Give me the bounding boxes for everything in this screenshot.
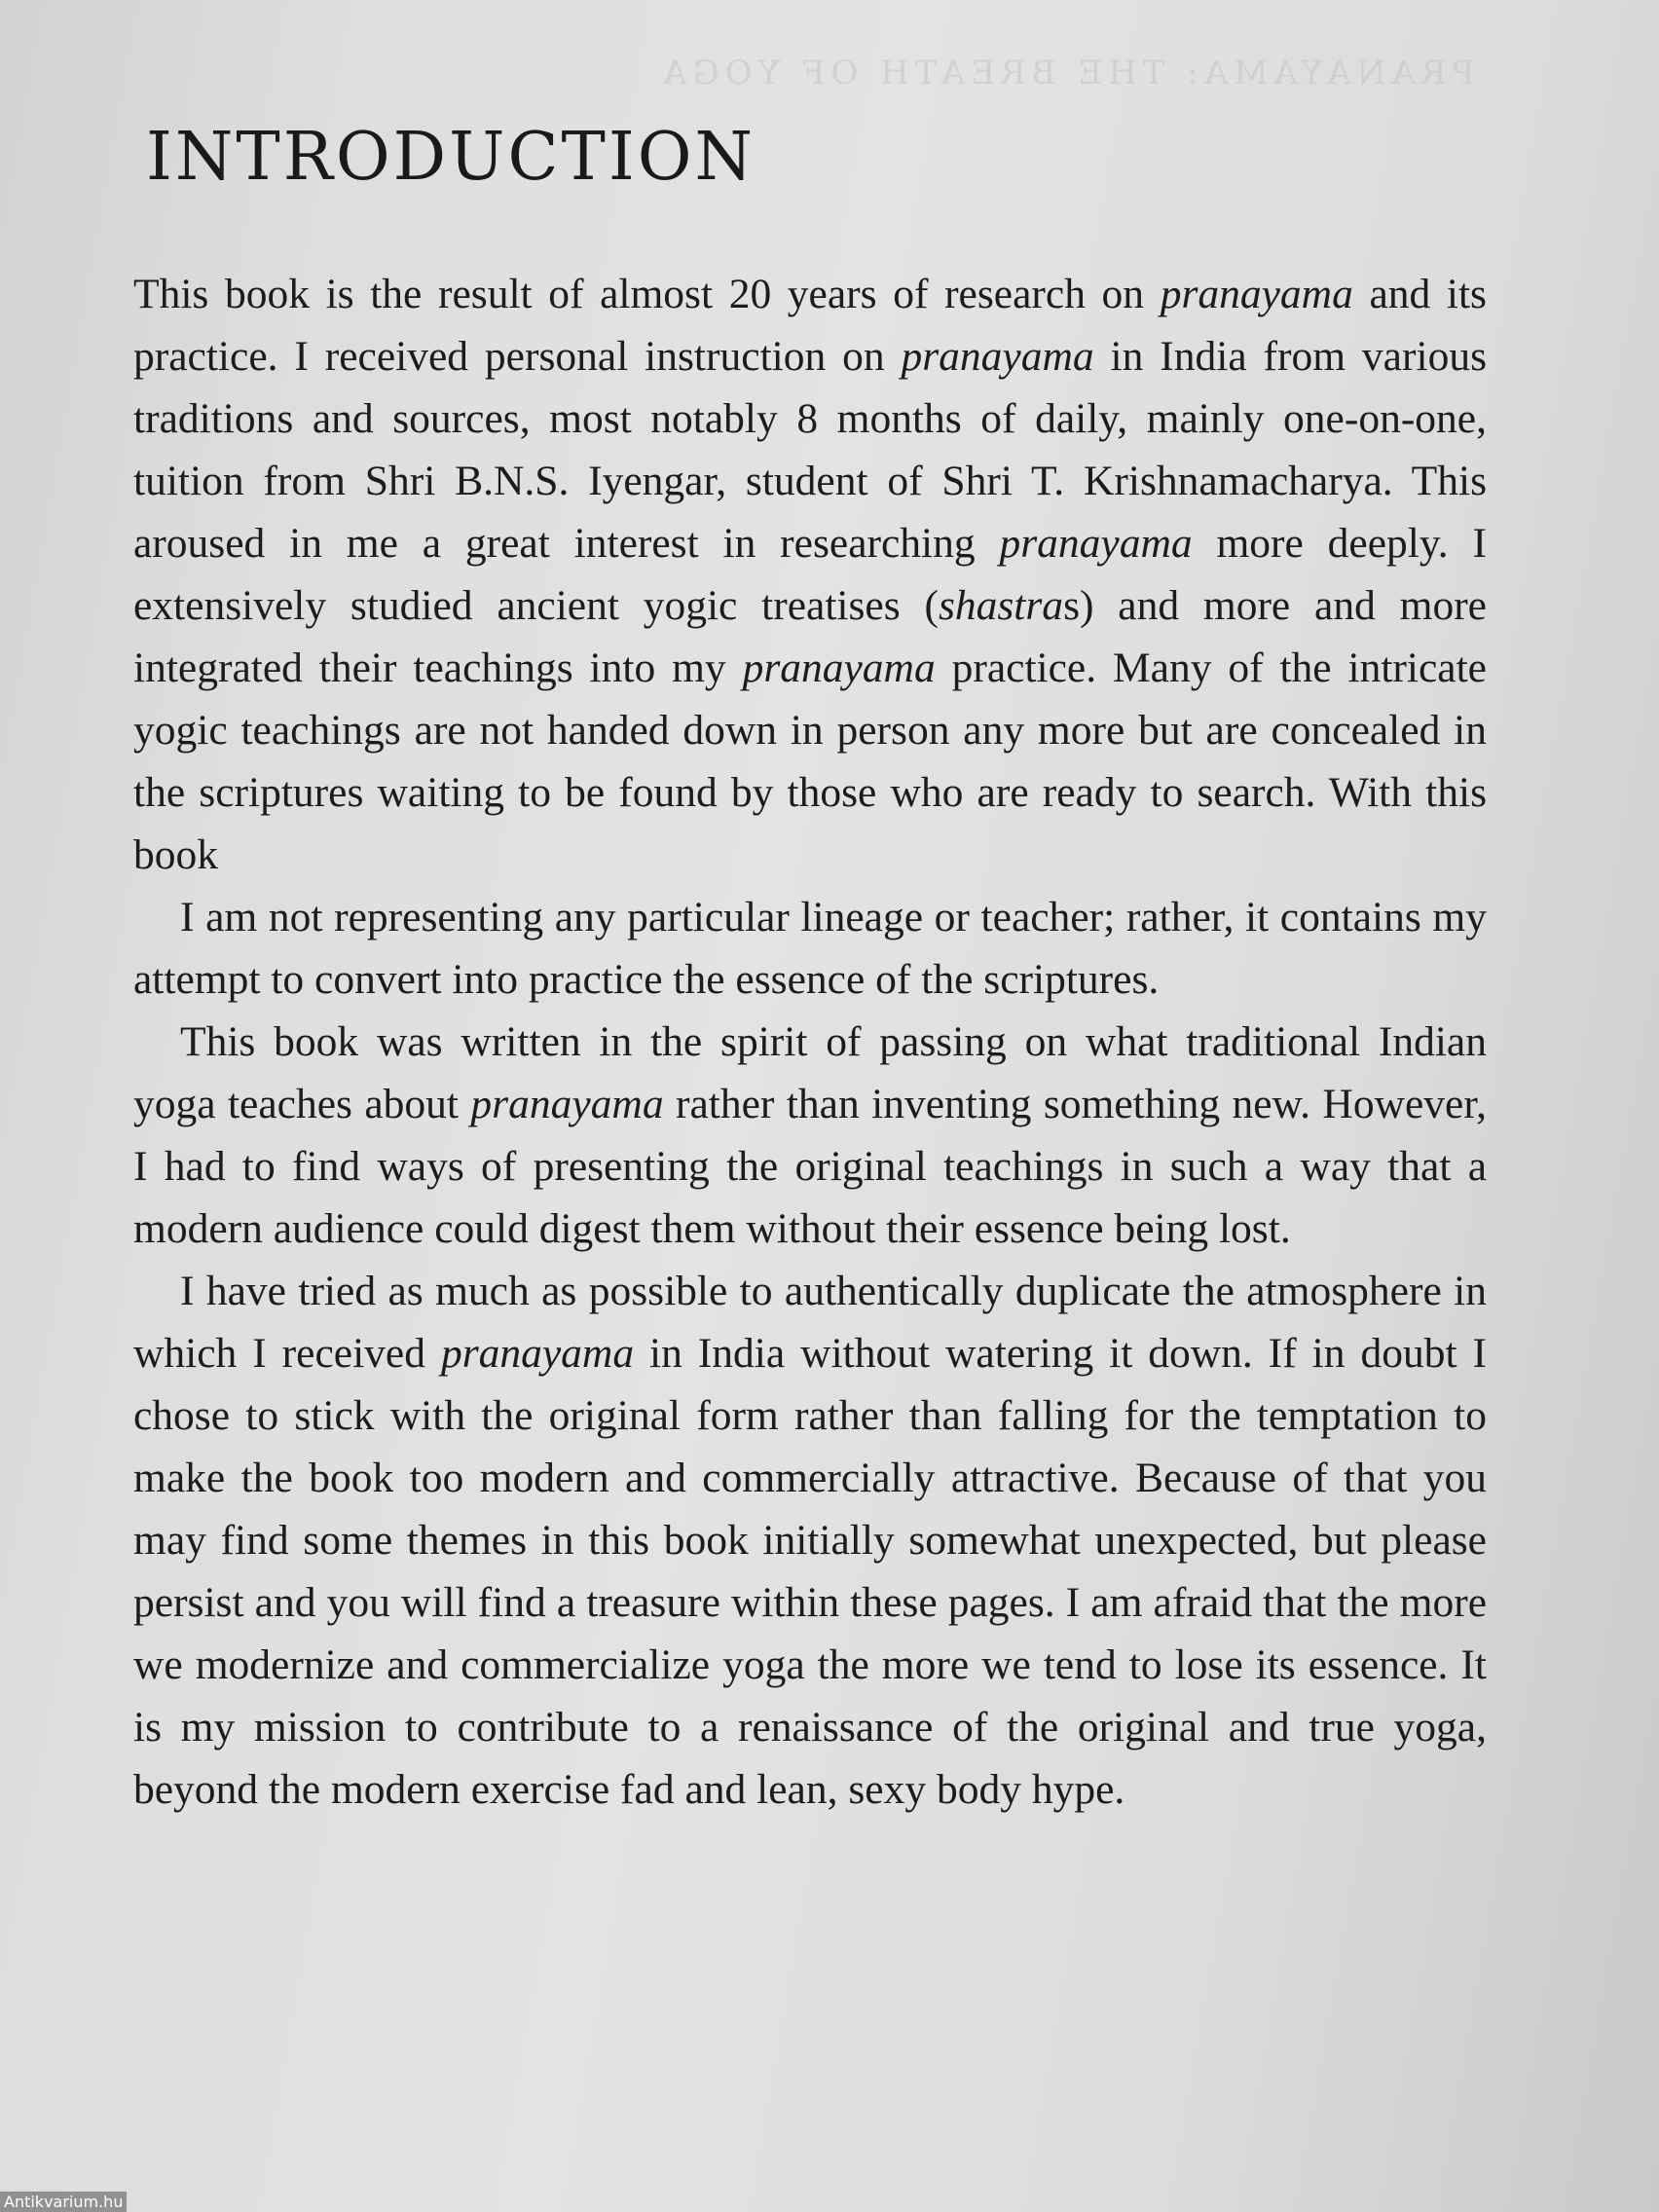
text-run: s) and more and more integrated their teachings into my [133, 582, 1487, 691]
italic-term: pranayama [742, 645, 936, 691]
paragraph-2 [133, 886, 1487, 1011]
text-run: This book was written in the spirit of passing on what traditional Indian yoga teaches about [133, 1018, 1487, 1127]
paragraph-4 [133, 1260, 1487, 1821]
text-run: in India without watering it down. If in doubt I chose to stick with the original form rather than falling for the temptation to make the book too modern and commercially attractive. Because of that you may find some themes in this book initially somewhat unexpected, but please persist and you will find a treasure within these pages. I am afraid that the more we modernize and commercialize yoga the more we tend to lose its essence. It is my mission to contribute to a renaissance of the original and true yoga, beyond the modern exercise fad and lean, sexy body hype. [133, 1330, 1487, 1813]
text-run: more deeply. I extensively studied ancient yogic treatises ( [133, 520, 1487, 629]
italic-term: pranayama [999, 520, 1193, 567]
text-run: practice. Many of the intricate yogic teachings are not handed down in person any more but are concealed in the scriptures waiting to be found by those who are ready to search. With this book [133, 645, 1487, 878]
italic-term: pranayama [470, 1081, 664, 1127]
watermark-label: Antikvarium.hu [0, 2192, 127, 2212]
text-run: This book is the result of almost 20 years of research on [133, 271, 1161, 317]
text-run: I am not representing any particular lineage or teacher; rather, it contains my attempt to convert into practice the essence of the scriptures. [133, 894, 1487, 1003]
page-title: INTRODUCTION [146, 119, 756, 196]
paragraph-3 [133, 1011, 1487, 1260]
italic-term: pranayama [440, 1330, 635, 1377]
text-run: rather than inventing something new. However, I had to find ways of presenting the original teachings in such a way that a modern audience could digest them without their essence being lost. [133, 1081, 1487, 1252]
italic-term: shastra [938, 582, 1064, 629]
bleed-through-text: PRANAYAMA: THE BREATH OF YOGA [656, 54, 1474, 92]
text-run: in India from various traditions and sources, most notably 8 months of daily, mainly one-on-one, tuition from Shri B.N.S. Iyengar, student of Shri T. Krishnamacharya. This aroused in me a great interest in researching [133, 333, 1487, 567]
text-run: I have tried as much as possible to authentically duplicate the atmosphere in which I received [133, 1268, 1487, 1377]
italic-term: pranayama [901, 333, 1094, 380]
paragraph-1 [133, 263, 1487, 886]
text-run: and its practice. I received personal instruction on [133, 271, 1487, 380]
italic-term: pranayama [1160, 271, 1353, 317]
body-text [133, 263, 1487, 1821]
